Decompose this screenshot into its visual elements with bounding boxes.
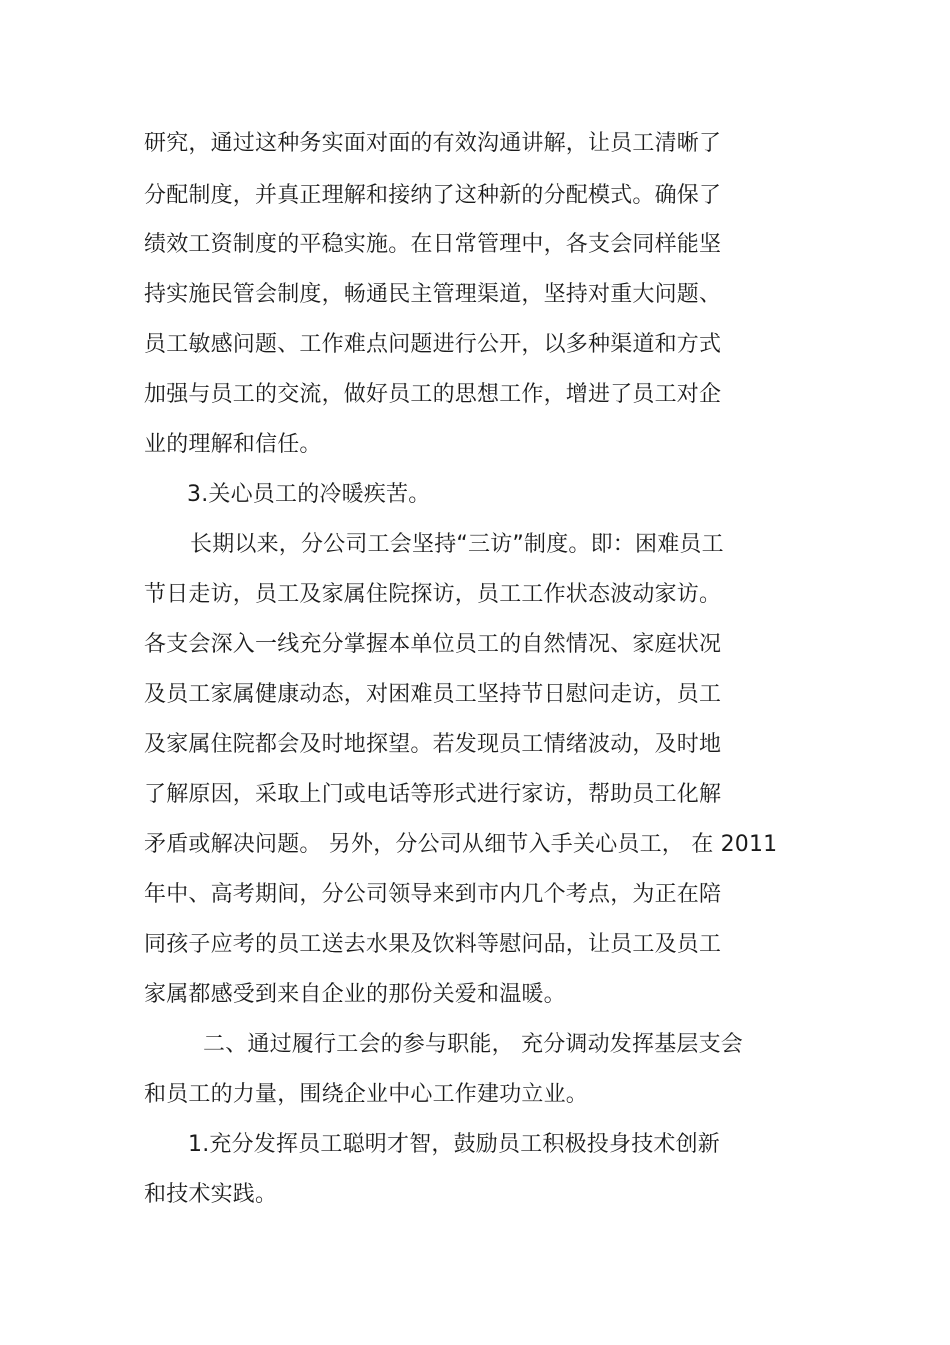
text-line: 加强与员工的交流，做好员工的思想工作，增进了员工对企 [144,382,722,407]
text-line: 了解原因，采取上门或电话等形式进行家访，帮助员工化解 [144,782,722,807]
section-heading: 二、通过履行工会的参与职能， 充分调动发挥基层支会 [203,1032,743,1057]
text-line: 及家属住院都会及时地探望。若发现员工情绪波动，及时地 [144,732,722,757]
text-line: 矛盾或解决问题。 另外，分公司从细节入手关心员工， 在 2011 [144,832,778,857]
text-line: 节日走访，员工及家属住院探访，员工工作状态波动家访。 [144,582,722,607]
text-line: 和员工的力量，围绕企业中心工作建功立业。 [144,1082,589,1107]
text-line: 及员工家属健康动态，对困难员工坚持节日慰问走访，员工 [144,682,722,707]
section-heading: 3.关心员工的冷暖疾苦。 [187,482,431,507]
text-line: 家属都感受到来自企业的那份关爱和温暖。 [144,982,566,1007]
text-line: 长期以来，分公司工会坚持“三访”制度。即：困难员工 [190,532,724,557]
text-line: 和技术实践。 [144,1182,278,1207]
text-line: 同孩子应考的员工送去水果及饮料等慰问品，让员工及员工 [144,932,722,957]
subsection-heading: 1.充分发挥员工聪明才智，鼓励员工积极投身技术创新 [188,1132,720,1157]
text-line: 各支会深入一线充分掌握本单位员工的自然情况、家庭状况 [144,632,722,657]
text-line: 业的理解和信任。 [144,432,322,457]
text-line: 持实施民管会制度，畅通民主管理渠道，坚持对重大问题、 [144,282,722,307]
text-line: 绩效工资制度的平稳实施。在日常管理中，各支会同样能坚 [144,232,722,257]
text-line: 研究，通过这种务实面对面的有效沟通讲解，让员工清晰了 [144,131,722,156]
text-line: 分配制度，并真正理解和接纳了这种新的分配模式。确保了 [144,183,722,208]
text-line: 年中、高考期间，分公司领导来到市内几个考点，为正在陪 [144,882,722,907]
text-line: 员工敏感问题、工作难点问题进行公开，以多种渠道和方式 [144,332,722,357]
